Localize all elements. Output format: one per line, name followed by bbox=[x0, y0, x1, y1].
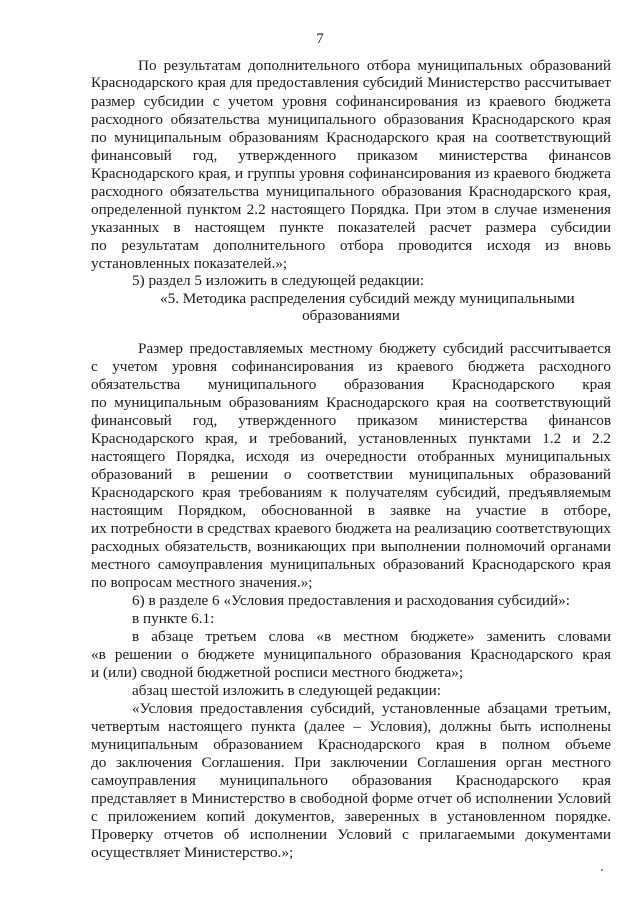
text-line: представляет в Министерство в свободной форме отчет об исполнении Условий bbox=[91, 790, 611, 807]
text-line: Краснодарского края для предоставления субсидий Министерство рассчитывает bbox=[91, 75, 611, 91]
text-line: 6) в разделе 6 «Условия предоставления и расходования субсидий»: bbox=[132, 592, 570, 609]
text-line: по муниципальным образованиям Краснодарского края на соответствующий bbox=[91, 129, 611, 146]
text-line: местного самоуправления муниципальных образований Краснодарского края bbox=[91, 556, 611, 573]
text-line: финансовый год, утвержденного приказом министерства финансов bbox=[91, 412, 611, 429]
text-line: Краснодарского края, и группы уровня софинансирования из краевого бюджета bbox=[91, 165, 611, 182]
text-line: с приложением копий документов, заверенных в установленном порядке. bbox=[91, 808, 611, 825]
text-line: Размер предоставляемых местному бюджету субсидий рассчитывается bbox=[138, 340, 611, 357]
text-line: четвертым настоящего пункта (далее – Условия), должны быть исполнены bbox=[91, 718, 611, 735]
text-line: самоуправления муниципального образования Краснодарского края bbox=[91, 772, 611, 789]
text-line: расходного обязательства муниципального образования Краснодарского края, bbox=[91, 183, 611, 200]
text-line: указанных в настоящем пункте показателей расчет размера субсидии bbox=[91, 219, 611, 236]
text-line: их потребности в средствах краевого бюджета на реализацию соответствующих bbox=[91, 520, 611, 537]
text-line: определенной пунктом 2.2 настоящего Порядка. При этом в случае изменения bbox=[91, 201, 611, 218]
text-line: установленных показателей.»; bbox=[91, 255, 288, 272]
text-line: размер субсидии с учетом уровня софинансирования из краевого бюджета bbox=[91, 93, 611, 110]
text-line: обязательства муниципального образования Краснодарского края bbox=[91, 376, 611, 393]
text-line: расходного обязательства муниципального образования Краснодарского края bbox=[91, 111, 611, 128]
text-line: финансовый год, утвержденного приказом министерства финансов bbox=[91, 147, 611, 164]
text-line: настоящим Порядком, обоснованной в заявке на участие в отборе, bbox=[91, 502, 611, 519]
text-line: в абзаце третьем слова «в местном бюджете» заменить словами bbox=[132, 628, 611, 645]
text-line: «в решении о бюджете муниципального образования Краснодарского края bbox=[91, 646, 611, 663]
text-line: до заключения Соглашения. При заключении Соглашения орган местного bbox=[91, 754, 611, 771]
text-line: расходных обязательств, возникающих при выполнении полномочий органами bbox=[91, 538, 611, 555]
text-line: осуществляет Министерство.»; bbox=[91, 844, 294, 861]
text-line: настоящего Порядка, исходя из очередности отобранных муниципальных bbox=[91, 448, 611, 465]
text-line: Проверку отчетов об исполнении Условий с прилагаемыми документами bbox=[91, 826, 611, 843]
text-line: По результатам дополнительного отбора муниципальных образований bbox=[138, 57, 611, 74]
text-line: Краснодарского края требованиям к получателям субсидий, предъявляемым bbox=[91, 484, 611, 501]
text-line: в пункте 6.1: bbox=[132, 610, 215, 627]
text-line: Краснодарского края, и требований, установленных пунктами 1.2 и 2.2 bbox=[91, 430, 611, 447]
text-line: «Условия предоставления субсидий, установленные абзацами третьим, bbox=[132, 700, 611, 717]
text-line: по вопросам местного значения.»; bbox=[91, 574, 313, 591]
text-line: образований в решении о соответствии муниципальных образований bbox=[91, 466, 611, 483]
text-line: муниципальным образованием Краснодарского края в полном объеме bbox=[91, 736, 611, 753]
text-line: по результатам дополнительного отбора проводится исходя из вновь bbox=[91, 237, 611, 254]
text-line: абзац шестой изложить в следующей редакции: bbox=[132, 682, 441, 699]
text-line: с учетом уровня софинансирования из краевого бюджета расходного bbox=[91, 358, 611, 375]
text-line: 5) раздел 5 изложить в следующей редакции: bbox=[132, 272, 425, 289]
section-heading: образованиями bbox=[302, 307, 400, 324]
section-heading: «5. Методика распределения субсидий между муниципальными bbox=[160, 290, 575, 307]
scan-speck bbox=[601, 869, 603, 871]
text-line: по муниципальным образованиям Краснодарского края на соответствующий bbox=[91, 394, 611, 411]
page-number: 7 bbox=[316, 31, 324, 47]
text-line: и (или) сводной бюджетной росписи местного бюджета»; bbox=[91, 664, 464, 681]
